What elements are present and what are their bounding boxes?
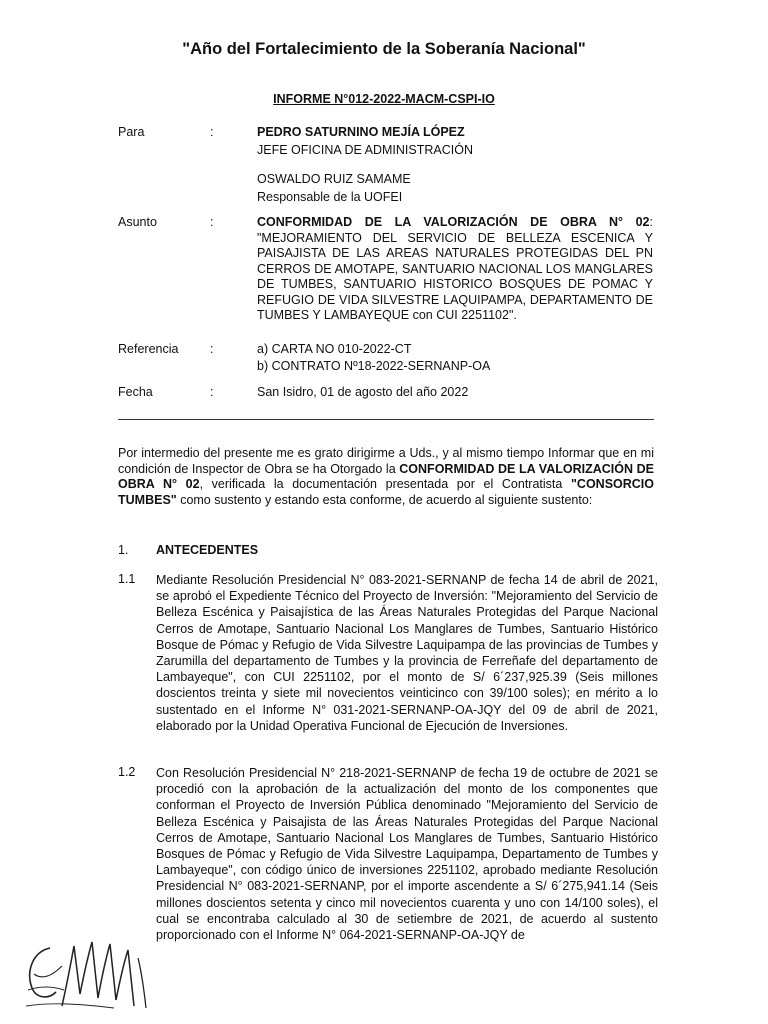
referencia-item-b: b) CONTRATO Nº18-2022-SERNANP-OA [257, 358, 491, 373]
recipient-role-2: Responsable de la UOFEI [257, 189, 403, 204]
paragraph-1-2: Con Resolución Presidencial N° 218-2021-SERNANP de fecha 19 de octubre de 2021 se procedió con la aprobación de la actualización del monto de los componentes que conforman el Proyecto de Inversión Pública denominado "Mejoramiento del Servicio de Belleza Escénica y Paisajista de las Áreas Naturales Protegidas del Parque Nacional Cerros de Amotape, Santuario Nacional Los Manglares de Tumbes, Santuario Histórico Bosques de Pómac y Refugio de Vida Silvestre Laquipampa, Departamento de Tumbes y Lambayeque", con código único de inversiones 2251102, aprobado mediante Resolución Presidencial N° 083-2021-SERNANP, por el importe ascendente a S/ 6´275,941.14 (Seis millones doscientos setenta y cinco mil novecientos cuarenta y uno con 14/100 soles), el cual se encontraba calculado al 30 de setiembre de 2021, de acuerdo al sustento proporcionado con el Informe N° 064-2021-SERNANP-OA-JQY de [156, 766, 658, 943]
fecha-colon: : [210, 385, 214, 399]
referencia-label: Referencia [118, 342, 179, 356]
section-number: 1. [118, 543, 129, 557]
report-number: INFORME N°012-2022-MACM-CSPI-IO [273, 92, 495, 106]
asunto-label: Asunto [118, 215, 157, 229]
section-title: ANTECEDENTES [156, 543, 259, 557]
year-title: "Año del Fortalecimiento de la Soberanía Nacional" [182, 40, 586, 58]
intro-text-2: , verificada la documentación presentada por el Contratista [199, 477, 571, 492]
intro-text-1: Por intermedio del presente me es grato dirigirme a Uds., y al mismo tiempo Informar que en mi condición de Inspector de Obra se ha Otorgado la [118, 446, 654, 476]
recipient-name-1: PEDRO SATURNINO MEJÍA LÓPEZ [257, 125, 465, 139]
fecha-label: Fecha [118, 385, 153, 399]
fecha-value: San Isidro, 01 de agosto del año 2022 [257, 385, 469, 399]
paragraph-number-1-2: 1.2 [118, 765, 136, 779]
recipient-role-1: JEFE OFICINA DE ADMINISTRACIÓN [257, 142, 473, 157]
para-label: Para [118, 125, 145, 139]
asunto-text [257, 215, 653, 324]
para-colon: : [210, 125, 214, 139]
referencia-item-a: a) CARTA NO 010-2022-CT [257, 342, 412, 356]
para-recipients [257, 125, 653, 205]
paragraph-number-1-1: 1.1 [118, 572, 136, 586]
asunto-bold: CONFORMIDAD DE LA VALORIZACIÓN DE OBRA N° 02 [257, 215, 650, 229]
referencia-items [257, 342, 653, 374]
asunto-colon: : [210, 215, 214, 229]
paragraph-1-1: Mediante Resolución Presidencial N° 083-2021-SERNANP de fecha 14 de abril de 2021, se aprobó el Expediente Técnico del Proyecto de Inversión: "Mejoramiento del Servicio de Belleza Escénica y Paisajística de las Áreas Naturales Protegidas del Parque Nacional Cerros de Amotape, Santuario Nacional Los Manglares de Tumbes, Santuario Histórico Bosque de Pómac y Refugio de Vida Silvestre Laquipampa de las provincias de Tumbes y Zarumilla del departamento de Tumbes y la provincia de Ferreñafe del departamento de Lambayeque", con CUI 2251102, por el monto de S/ 6´237,925.39 (Seis millones doscientos treinta y siete mil novecientos veinticinco con 39/100 soles); en mérito a lo sustentado en el Informe N° 031-2021-SERNANP-OA-JQY del 09 de abril de 2021, elaborado por la Unidad Operativa Funcional de Ejecución de Inversiones. [156, 573, 658, 733]
intro-paragraph [118, 446, 654, 509]
recipient-name-2: OSWALDO RUIZ SAMAME [257, 172, 411, 186]
asunto-body: : "MEJORAMIENTO DEL SERVICIO DE BELLEZA ESCENICA Y PAISAJISTA DE LAS AREAS NATURALES PROTEGIDAS DEL PN CERROS DE AMOTAPE, SANTUARIO NACIONAL LOS MANGLARES DE TUMBES, SANTUARIO HISTORICO BOSQUES DE POMAC Y REFUGIO DE VIDA SILVESTRE LAQUIPAMPA, DEPARTAMENTO DE TUMBES Y LAMBAYEQUE con CUI 2251102". [257, 215, 653, 322]
header-divider [118, 419, 654, 420]
referencia-colon: : [210, 342, 214, 356]
signature-mark [22, 928, 162, 1018]
intro-bold-2: "CONSORCIO TUMBES" [118, 477, 654, 508]
intro-bold-1: CONFORMIDAD DE LA VALORIZACIÓN DE OBRA N° 02 [118, 461, 654, 492]
intro-text-3: como sustento y estando esta conforme, de acuerdo al siguiente sustento: [176, 493, 593, 508]
